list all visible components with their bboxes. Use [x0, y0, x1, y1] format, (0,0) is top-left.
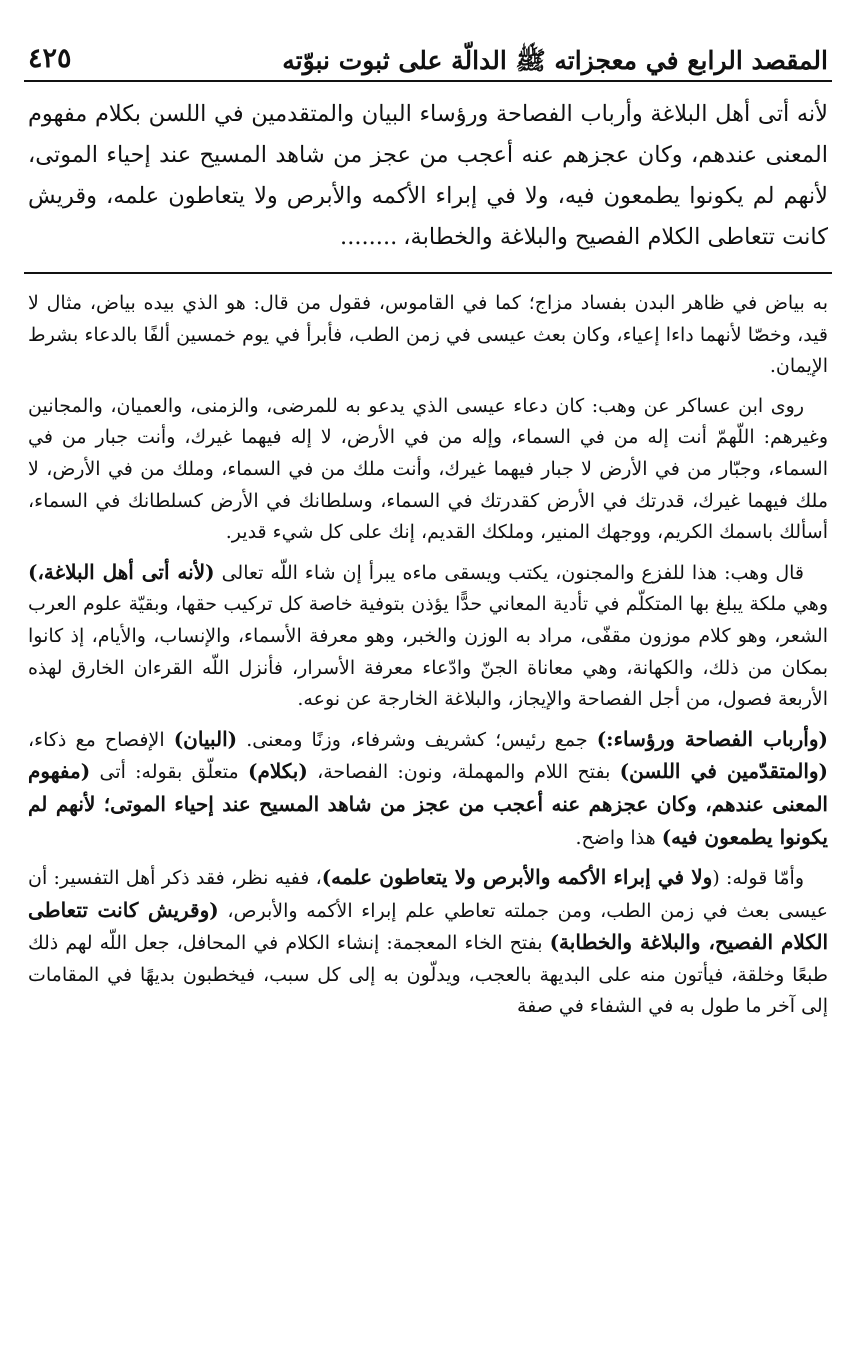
main-text-ellipsis: ........: [340, 224, 398, 250]
commentary-text: جمع رئيس؛ كشريف وشرفاء، وزنًا ومعنى.: [246, 728, 588, 751]
quoted-phrase: (وقريش كانت تتعاطى الكلام الفصيح، والبلاغة والخطابة): [28, 897, 829, 955]
main-text-paragraph: [28, 94, 828, 258]
commentary-text: الإفصاح مع ذكاء،: [28, 728, 165, 751]
quoted-phrase: (والمتقدّمين في اللسن): [619, 759, 829, 784]
main-text-body: لأنه أتى أهل البلاغة وأرباب الفصاحة ورؤساء البيان والمتقدمين في اللسن بكلام مفهوم المعنى عندهم، وكان عجزهم عنه أعجب من عجز من شاهد المسيح عند إحياء الموتى، لأنهم لم يكونوا يطمعون فيه، ولا في إبراء الأكمه والأبرص ولا يتعاطون علمه، وقريش كانت تتعاطى الكلام الفصيح والبلاغة والخطابة،: [28, 101, 828, 250]
commentary-paragraph-4: [28, 724, 828, 854]
running-title: المقصد الرابع في معجزاته ﷺ الدالّة على ثبوت نبوّته: [282, 45, 828, 75]
quoted-phrase: (لأنه أتى أهل البلاغة،): [28, 559, 215, 584]
commentary-text: وأمّا قوله: (: [712, 867, 804, 890]
commentary-paragraph-1: به بياض في ظاهر البدن بفساد مزاج؛ كما في القاموس، فقول من قال: هو الذي بيده بياض، مثال لا قيد، وخصّا لأنهما داءا إعياء، وكان بعث عيسى في زمن الطب، فأبرأ في يوم خمسين ألفًا بالدعاء بشرط الإيمان.: [28, 292, 828, 378]
book-page: [24, 22, 832, 1023]
main-text: [24, 94, 832, 258]
commentary-text: وهي ملكة يبلغ بها المتكلّم في تأدية المعاني حدًّا يؤذن بتوفية خاصة كل تركيب حقها، وبقيّة علوم العرب الشعر، وهو كلام موزون مقفّى، مراد به الوزن والخبر، وهو معرفة الأسماء، والإنساب، والأيام، إذ كانوا بمكان من ذلك، والكهانة، وهي معاناة الجنّ وادّعاء معرفة الأسرار، فأنزل اللّه القرءان الخارق لهذه الأربعة فصول، من أجل الفصاحة والإيجاز، والبلاغة الخارجة عن نوعه.: [28, 593, 828, 711]
quoted-phrase: (مفهوم المعنى عندهم، وكان عجزهم عنه أعجب من عجز من شاهد المسيح عند إحياء الموتى؛ لأنهم لم يكونوا يطمعون فيه): [28, 759, 828, 849]
commentary-paragraph-2: روى ابن عساكر عن وهب: كان دعاء عيسى الذي يدعو به للمرضى، والزمنى، والعميان، والمجانين وغيرهم: اللّهمّ أنت إله من في السماء، وإله من في الأرض، لا إله فيهما غيرك، وأنت جبار من في السماء، وجبّار من في الأرض لا جبار فيهما غيرك، وأنت ملك من في السماء، وملك من في الأرض، لا ملك فيهما غيرك، قدرتك في الأرض كقدرتك في السماء، وسلطانك في الأرض كسلطانك في السماء، أسألك باسمك الكريم، ووجهك المنير، وملكك القديم، إنك على كل شيء قدير.: [28, 394, 828, 544]
commentary-text: هذا واضح.: [575, 826, 656, 849]
quoted-phrase: (بكلام): [247, 759, 308, 784]
commentary-text: ، ففيه نظر، فقد ذكر أهل التفسير: أن عيسى بعث في زمن الطب، ومن جملته تعاطي علم إبراء الأكمه والأبرص،: [28, 867, 828, 922]
commentary-text: متعلّق بقوله: أتى: [99, 761, 239, 784]
commentary-text: بفتح الخاء المعجمة: إنشاء الكلام في المحافل، جعل اللّه لهم ذلك طبعًا وخلقة، فيأتون منه على البديهة بالعجب، ويدلّون به إلى كل سبب، فيخطبون بديهًا في المقامات إلى آخر ما طول به في الشفاء في صفة: [28, 932, 828, 1018]
quoted-phrase: ولا في إبراء الأكمه والأبرص ولا يتعاطون علمه): [321, 865, 713, 890]
commentary-text: بفتح اللام والمهملة، ونون: الفصاحة،: [317, 761, 611, 784]
commentary-paragraph-3: [28, 557, 828, 716]
commentary-text: قال وهب: هذا للفزع والمجنون، يكتب ويسقى ماءه يبرأ إن شاء اللّه تعالى: [221, 561, 804, 584]
footnote-divider: [24, 272, 832, 274]
page-number: ٤٢٥: [28, 43, 72, 75]
commentary-paragraph-5: [28, 862, 828, 1023]
quoted-phrase: (البيان): [173, 726, 238, 751]
page-header: [24, 22, 832, 82]
commentary: [24, 288, 832, 1023]
quoted-phrase: (وأرباب الفصاحة ورؤساء:): [596, 726, 828, 751]
